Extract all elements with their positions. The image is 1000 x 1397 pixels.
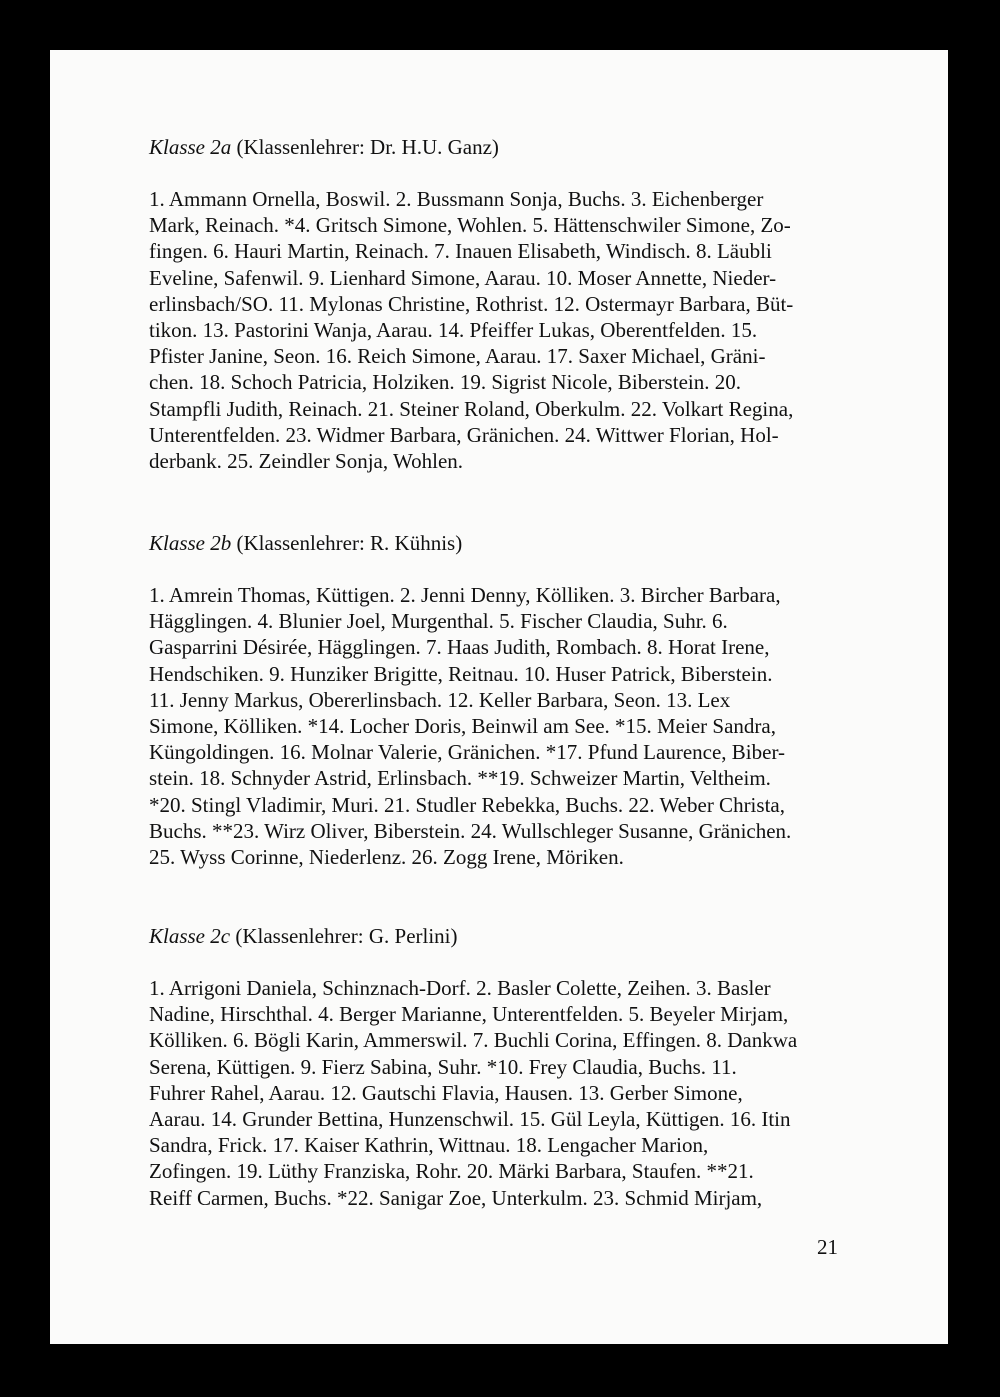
section-heading-2c (149, 923, 840, 949)
text-line: Aarau. 14. Grunder Bettina, Hunzenschwil. 15. Gül Leyla, Küttigen. 16. Itin (149, 1106, 791, 1131)
text-line: Simone, Kölliken. *14. Locher Doris, Beinwil am See. *15. Meier Sandra, (149, 713, 776, 738)
text-line: chen. 18. Schoch Patricia, Holziken. 19. Sigrist Nicole, Biberstein. 20. (149, 370, 741, 395)
text-line: Buchs. **23. Wirz Oliver, Biberstein. 24. Wullschleger Susanne, Gränichen. (149, 818, 792, 843)
book-page (50, 50, 948, 1344)
section-heading-2a (149, 134, 840, 160)
text-line: Hägglingen. 4. Blunier Joel, Murgenthal. 5. Fischer Claudia, Suhr. 6. (149, 609, 728, 634)
text-line: Fuhrer Rahel, Aarau. 12. Gautschi Flavia, Hausen. 13. Gerber Simone, (149, 1080, 743, 1105)
text-line: Unterentfelden. 23. Widmer Barbara, Gränichen. 24. Wittwer Florian, Hol- (149, 422, 779, 447)
text-line: tikon. 13. Pastorini Wanja, Aarau. 14. Pfeiffer Lukas, Oberentfelden. 15. (149, 317, 758, 342)
text-line: Kölliken. 6. Bögli Karin, Ammerswil. 7. Buchli Corina, Effingen. 8. Dankwa (149, 1028, 798, 1053)
text-line: fingen. 6. Hauri Martin, Reinach. 7. Inauen Elisabeth, Windisch. 8. Läubli (149, 239, 772, 264)
text-line: 11. Jenny Markus, Obererlinsbach. 12. Keller Barbara, Seon. 13. Lex (149, 687, 731, 712)
page-number: 21 (817, 1235, 838, 1259)
text-line: Sandra, Frick. 17. Kaiser Kathrin, Wittnau. 18. Lengacher Marion, (149, 1133, 709, 1158)
class-name: Klasse 2c (149, 924, 231, 948)
text-line: Stampfli Judith, Reinach. 21. Steiner Roland, Oberkulm. 22. Volkart Regina, (149, 396, 794, 421)
class-teacher: (Klassenlehrer: G. Perlini) (235, 924, 458, 948)
text-line: Eveline, Safenwil. 9. Lienhard Simone, Aarau. 10. Moser Annette, Nieder- (149, 265, 777, 290)
text-line: Hendschiken. 9. Hunziker Brigitte, Reitnau. 10. Huser Patrick, Biberstein. (149, 661, 773, 686)
student-list-2a (149, 186, 840, 474)
section-heading-2b (149, 530, 840, 556)
class-teacher: (Klassenlehrer: Dr. H.U. Ganz) (236, 135, 499, 159)
class-name: Klasse 2a (149, 135, 232, 159)
text-line: derbank. 25. Zeindler Sonja, Wohlen. (149, 448, 464, 473)
student-list-2c (149, 975, 840, 1211)
class-teacher: (Klassenlehrer: R. Kühnis) (236, 531, 463, 555)
class-name: Klasse 2b (149, 531, 232, 555)
text-line: Nadine, Hirschthal. 4. Berger Marianne, Unterentfelden. 5. Beyeler Mirjam, (149, 1002, 789, 1027)
text-line: stein. 18. Schnyder Astrid, Erlinsbach. **19. Schweizer Martin, Veltheim. (149, 766, 771, 791)
student-list-2b (149, 582, 840, 870)
text-line: 1. Arrigoni Daniela, Schinznach-Dorf. 2. Basler Colette, Zeihen. 3. Basler (149, 976, 771, 1000)
text-line: *20. Stingl Vladimir, Muri. 21. Studler Rebekka, Buchs. 22. Weber Christa, (149, 792, 785, 817)
text-line: Pfister Janine, Seon. 16. Reich Simone, Aarau. 17. Saxer Michael, Gräni- (149, 344, 766, 369)
text-line: Zofingen. 19. Lüthy Franziska, Rohr. 20. Märki Barbara, Staufen. **21. (149, 1159, 754, 1184)
text-line: Serena, Küttigen. 9. Fierz Sabina, Suhr. *10. Frey Claudia, Buchs. 11. (149, 1054, 737, 1079)
text-line: Mark, Reinach. *4. Gritsch Simone, Wohlen. 5. Hättenschwiler Simone, Zo- (149, 213, 791, 238)
text-line: Gasparrini Désirée, Hägglingen. 7. Haas Judith, Rombach. 8. Horat Irene, (149, 635, 770, 660)
text-line: erlinsbach/SO. 11. Mylonas Christine, Rothrist. 12. Ostermayr Barbara, Büt- (149, 291, 794, 316)
text-line: Reiff Carmen, Buchs. *22. Sanigar Zoe, Unterkulm. 23. Schmid Mirjam, (149, 1185, 763, 1210)
text-line: Küngoldingen. 16. Molnar Valerie, Gränichen. *17. Pfund Laurence, Biber- (149, 740, 786, 765)
text-line: 1. Amrein Thomas, Küttigen. 2. Jenni Denny, Kölliken. 3. Bircher Barbara, (149, 583, 781, 607)
text-line: 25. Wyss Corinne, Niederlenz. 26. Zogg Irene, Möriken. (149, 844, 624, 869)
text-line: 1. Ammann Ornella, Boswil. 2. Bussmann Sonja, Buchs. 3. Eichenberger (149, 187, 764, 211)
